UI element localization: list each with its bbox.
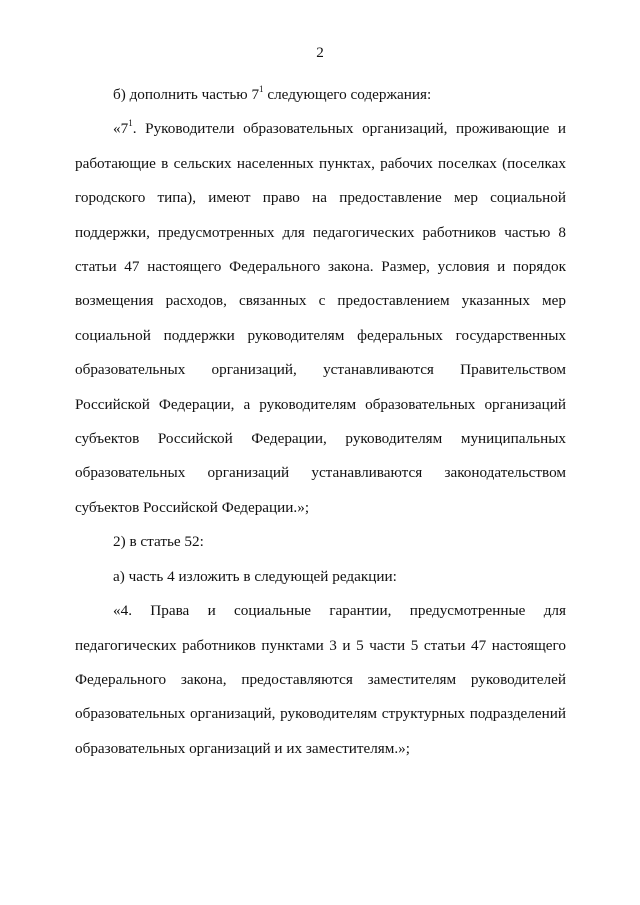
superscript: 1 [128, 118, 133, 129]
paragraph-text: б) дополнить частью 7 [113, 86, 260, 103]
page-number: 2 [316, 44, 324, 61]
superscript: 1 [259, 84, 264, 94]
paragraph-part-7-1 [75, 112, 566, 525]
paragraph-part-4: «4. Права и социальные гарантии, предусмотренные для педагогических работников пунктами 3 и 5 части 5 статьи 47 настоящего Федерального закона, предоставляются заместителям руководителей образовательных организаций, руководителям структурных подразделений образовательных организаций и их заместителям.»; [75, 602, 566, 757]
paragraph-amendment-b [75, 78, 566, 112]
paragraph-text: «7 [113, 120, 129, 138]
document-body [75, 78, 566, 766]
paragraph-text: следующего содержания: [263, 86, 432, 103]
paragraph-amendment-a: а) часть 4 изложить в следующей редакции: [113, 567, 397, 585]
paragraph-text: . Руководители образовательных организаций, проживающие и работающие в сельских населенных пунктах, рабочих поселках (поселках городского типа), имеют право на предоставление мер социальной поддержки, предусмотренных для педагогических работников частью 8 статьи 47 настоящего Федерального закона. Размер, условия и порядок возмещения расходов, связанных с предоставлением указанных мер социальной поддержки руководителям федеральных государственных образовательных организаций, устанавливаются Правительством Российской Федерации, а руководителям образовательных организаций субъектов Российской Федерации, руководителям муниципальных образовательных организаций устанавливаются законодательством субъектов Российской Федерации.»; [75, 120, 566, 516]
paragraph-article-52: 2) в статье 52: [113, 533, 204, 551]
